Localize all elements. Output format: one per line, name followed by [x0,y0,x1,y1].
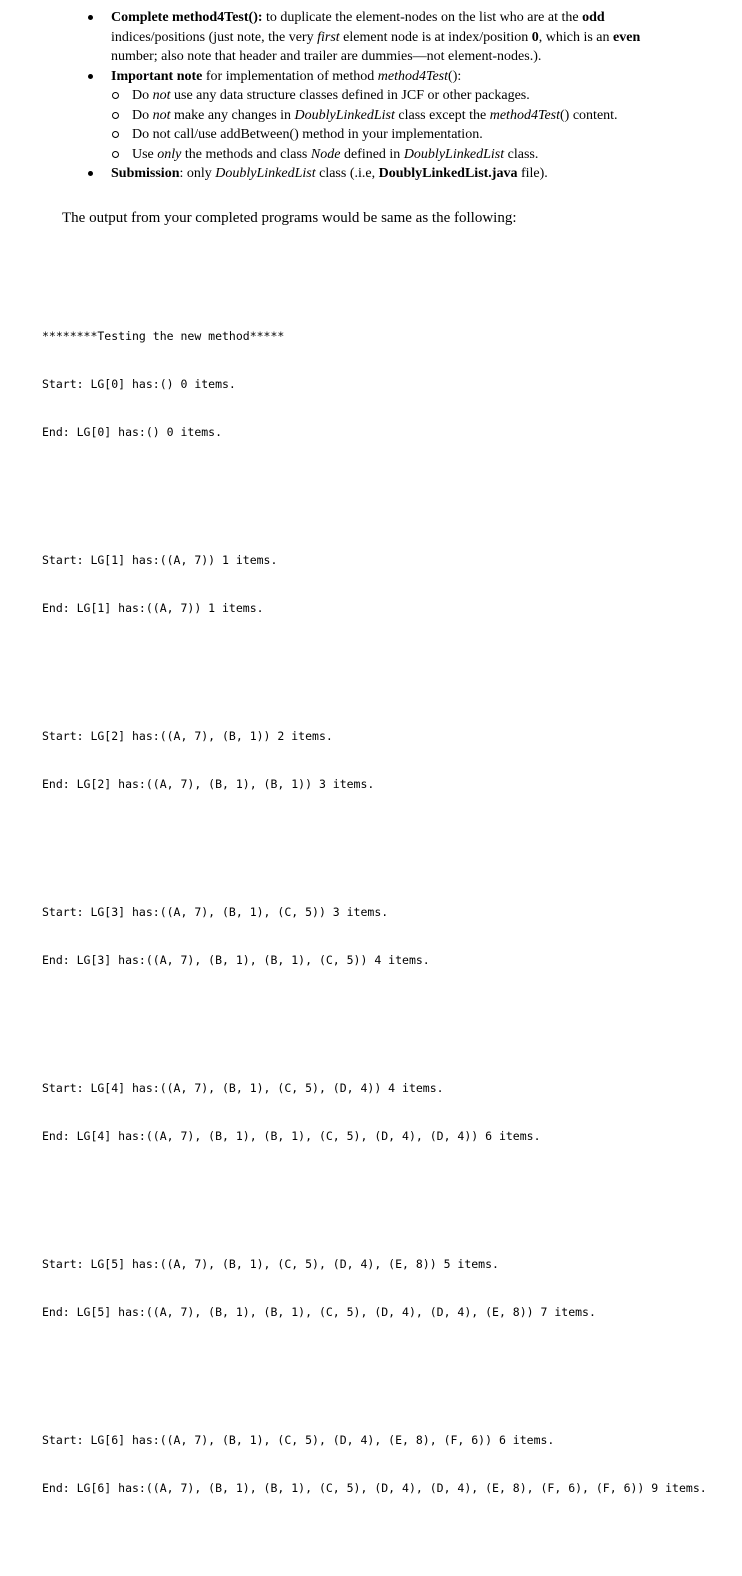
sub-text: () content. [560,107,618,123]
output-end-line: End: LG[0] has:() 0 items. [42,425,223,439]
output-block [42,1400,707,1528]
bullet-text: file). [517,166,548,181]
output-block [42,872,707,1000]
emphasis-only: only [157,146,182,162]
sub-text: make any changes in [170,107,295,123]
output-block [42,696,707,824]
bullet-dot-icon [88,74,93,79]
output-start-line: Start: LG[4] has:((A, 7), (B, 1), (C, 5), (D, 4)) 4 items. [42,1081,444,1095]
sub-text: use any data structure classes defined in JCF or other packages. [170,88,530,103]
sub-text: Do [132,107,153,123]
output-start-line: Start: LG[0] has:() 0 items. [42,377,236,391]
sub-item-no-addbetween [110,125,686,145]
sub-text: the methods and class [181,146,311,162]
output-end-line: End: LG[3] has:((A, 7), (B, 1), (B, 1), (C, 5)) 4 items. [42,953,430,967]
note-sublist [110,86,686,164]
bullet-dot-icon [88,171,93,176]
bullet-text: element node is at index/position [339,29,532,45]
circle-bullet-icon [112,92,119,99]
emphasis-first: first [317,29,340,45]
bullet-text: : only [179,166,216,181]
requirements-list [86,8,686,184]
bullet-text: , which is an [538,29,614,45]
emphasis-odd: odd [582,10,605,25]
sub-text: class except the [394,107,490,123]
bullet-text: for implementation of method [202,68,378,84]
output-start-line: Start: LG[2] has:((A, 7), (B, 1)) 2 items. [42,729,333,743]
output-start-line: Start: LG[6] has:((A, 7), (B, 1), (C, 5), (D, 4), (E, 8), (F, 6)) 6 items. [42,1433,555,1447]
bullet-important-note [86,67,686,87]
emphasis-not: not [152,88,171,103]
sub-text: defined in [340,146,404,162]
output-header: ********Testing the new method***** [42,329,285,343]
output-block [42,520,707,648]
bullet-text: to duplicate the element-nodes on the list who are at the [262,10,583,25]
bullet-text: indices/positions (just note, the very [111,29,318,45]
bullet-heading: Submission [111,166,180,181]
output-block [42,1224,707,1352]
output-start-line: Start: LG[1] has:((A, 7)) 1 items. [42,553,278,567]
bullet-text: number; also note that header and trailer are dummies—not element-nodes.). [111,49,542,64]
output-end-line: End: LG[2] has:((A, 7), (B, 1), (B, 1)) 3 items. [42,777,375,791]
sub-text: Do not call/use addBetween() method in your implementation. [132,127,483,142]
output-end-line: End: LG[4] has:((A, 7), (B, 1), (B, 1), (C, 5), (D, 4), (D, 4)) 6 items. [42,1129,541,1143]
method-name: method4Test [377,68,449,84]
program-output [42,264,707,1576]
output-start-line: Start: LG[3] has:((A, 7), (B, 1), (C, 5)) 3 items. [42,905,389,919]
class-name: DoublyLinkedList [215,166,316,181]
bullet-complete-method [86,8,686,67]
sub-item-use-only [110,145,686,165]
file-name: DoublyLinkedList.java [378,166,518,181]
output-intro: The output from your completed programs would be same as the following: [62,210,517,226]
class-name: DoublyLinkedList [294,107,395,123]
sub-text: class. [504,146,539,162]
bullet-submission [86,164,686,184]
output-header-block [42,296,707,472]
output-start-line: Start: LG[5] has:((A, 7), (B, 1), (C, 5), (D, 4), (E, 8)) 5 items. [42,1257,499,1271]
sub-item-no-jcf [110,86,686,106]
bullet-dot-icon [88,15,93,20]
bullet-heading: Complete method4Test(): [111,10,263,25]
class-name: Node [310,146,341,162]
emphasis-even: even [613,29,641,45]
class-name: DoublyLinkedList [403,146,505,162]
output-end-line: End: LG[5] has:((A, 7), (B, 1), (B, 1), (C, 5), (D, 4), (D, 4), (E, 8)) 7 items. [42,1305,596,1319]
sub-text: Do [132,88,153,103]
output-end-line: End: LG[1] has:((A, 7)) 1 items. [42,601,264,615]
circle-bullet-icon [112,151,119,158]
bullet-text: class (.i.e, [315,166,379,181]
bullet-heading: Important note [111,68,203,84]
output-block [42,1048,707,1176]
circle-bullet-icon [112,112,119,119]
output-end-line: End: LG[6] has:((A, 7), (B, 1), (B, 1), (C, 5), (D, 4), (D, 4), (E, 8), (F, 6), (F, 6)) 9 items. [42,1481,707,1495]
method-name: method4Test [489,107,561,123]
sub-text: Use [132,146,158,162]
emphasis-not: not [152,107,171,123]
sub-item-no-changes [110,106,686,126]
bullet-text: (): [448,68,462,84]
emphasis-zero: 0 [531,29,539,45]
circle-bullet-icon [112,131,119,138]
